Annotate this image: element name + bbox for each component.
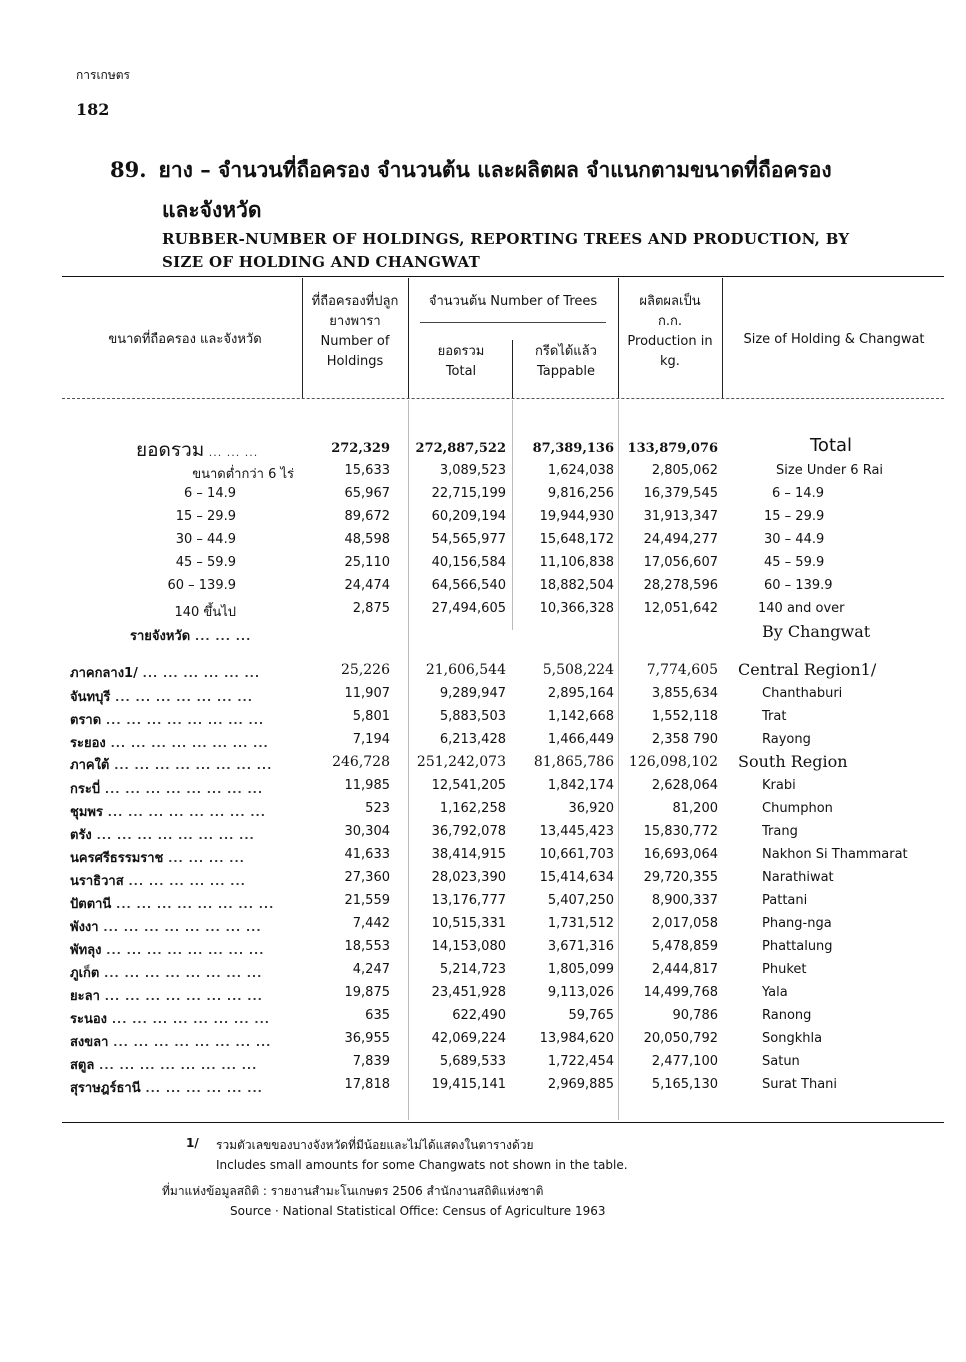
title-english-line2: SIZE OF HOLDING AND CHANGWAT [162,253,481,271]
footnote-mark: 1/ [186,1136,199,1150]
cell-production: 5,165,130 [651,1077,718,1092]
header-production-en-a: Production in [627,334,713,349]
cell-total: 251,242,073 [416,754,506,770]
row-label: ยอดรวม ... ... ... [136,439,259,461]
row-label: 15 – 29.9 [175,509,236,524]
cell-tappable: 10,366,328 [539,601,614,616]
cell-production: 28,278,596 [643,578,718,593]
row-label: นครศรีธรรมราช ... ... ... ... [70,851,245,866]
table-row [62,532,944,555]
row-label: กระบี่ ... ... ... ... ... ... ... ... [70,782,264,797]
cell-tappable: 1,624,038 [547,463,614,478]
row-label-en: Chumphon [762,801,833,816]
cell-production: 81,200 [672,801,718,816]
cell-production: 2,628,064 [651,778,718,793]
cell-total: 64,566,540 [431,578,506,593]
row-label: ระนอง ... ... ... ... ... ... ... ... [70,1012,270,1027]
row-label-en: Ranong [762,1008,812,1023]
header-production-th-b: ก.ก. [657,314,682,329]
cell-holdings: 7,839 [352,1054,390,1069]
title-thai-line1 [110,148,930,192]
cell-tappable: 1,731,512 [547,916,614,931]
source-english: Source · National Statistical Office: Census of Agriculture 1963 [230,1204,606,1218]
cell-tappable: 19,944,930 [539,509,614,524]
header-production-en-b: kg. [660,354,680,369]
cell-total: 272,887,522 [415,441,506,456]
row-label: 6 – 14.9 [184,486,236,501]
title-thai-line2: และจังหวัด [162,197,262,222]
row-label: นราธิวาส ... ... ... ... ... ... [70,874,246,889]
cell-holdings: 272,329 [331,441,390,456]
table-row [62,824,944,847]
cell-total: 22,715,199 [431,486,506,501]
table-row [62,709,944,732]
cell-tappable: 1,842,174 [547,778,614,793]
cell-production: 7,774,605 [646,662,718,678]
cell-holdings: 24,474 [344,578,390,593]
cell-holdings: 2,875 [352,601,390,616]
table-row [62,1077,944,1100]
row-label: 30 – 44.9 [175,532,236,547]
header-holdings-th-b: ยางพารา [329,314,381,329]
cell-tappable: 5,508,224 [542,662,614,678]
table-row [62,916,944,939]
header-size-changwat-th: ขนาดที่ถือครอง และจังหวัด [108,332,262,347]
cell-holdings: 11,907 [344,686,390,701]
cell-holdings: 25,110 [344,555,390,570]
cell-tappable: 11,106,838 [539,555,614,570]
row-label-en: 140 and over [758,601,845,616]
footnote-english: Includes small amounts for some Changwats not shown in the table. [216,1158,628,1172]
cell-tappable: 13,984,620 [539,1031,614,1046]
cell-production: 2,444,817 [651,962,718,977]
header-holdings-th-a: ที่ถือครองที่ปลูก [311,294,399,309]
cell-tappable: 1,722,454 [547,1054,614,1069]
col-divider-5 [722,278,723,398]
row-label: ภาคใต้ ... ... ... ... ... ... ... ... [70,758,273,773]
cell-holdings: 30,304 [344,824,390,839]
cell-tappable: 9,113,026 [547,985,614,1000]
row-label-en: 30 – 44.9 [764,532,825,547]
page-number: 182 [76,100,110,119]
table-row [62,601,944,624]
table-row [62,662,944,685]
cell-production: 90,786 [672,1008,718,1023]
cell-production: 20,050,792 [643,1031,718,1046]
cell-production: 16,379,545 [643,486,718,501]
table-row [62,1031,944,1054]
row-label: ระยอง ... ... ... ... ... ... ... ... [70,736,269,751]
cell-holdings: 18,553 [344,939,390,954]
col-divider-3 [512,340,513,398]
row-label-en: Trat [762,709,787,724]
row-label: ตราด ... ... ... ... ... ... ... ... [70,713,265,728]
cell-production: 29,720,355 [643,870,718,885]
header-production-th-a: ผลิตผลเป็น [639,294,701,309]
row-label-en: Nakhon Si Thammarat [762,847,908,862]
cell-tappable: 1,466,449 [547,732,614,747]
cell-production: 126,098,102 [628,754,718,770]
cell-total: 36,792,078 [431,824,506,839]
col-divider-2 [408,278,409,398]
cell-holdings: 4,247 [352,962,390,977]
cell-production: 1,552,118 [651,709,718,724]
row-label-en: Songkhla [762,1031,823,1046]
cell-tappable: 15,414,634 [539,870,614,885]
col-divider-1 [302,278,303,398]
table-row [62,486,944,509]
cell-production: 2,477,100 [651,1054,718,1069]
table-row [62,463,944,486]
cell-production: 14,499,768 [643,985,718,1000]
table-row [62,686,944,709]
cell-total: 9,289,947 [439,686,506,701]
source-thai: ที่มาแห่งข้อมูลสถิติ : รายงานสำมะโนเกษตร 2506 สำนักงานสถิติแห่งชาติ [162,1184,544,1198]
table-bottom-rule [62,1122,944,1123]
row-label: 140 ขึ้นไป [174,605,236,620]
table-row [62,939,944,962]
header-holdings [304,292,406,372]
cell-production: 15,830,772 [643,824,718,839]
table-row [62,754,944,777]
footnote-thai: รวมตัวเลขของบางจังหวัดที่มีน้อยและไม่ได้แสดงในตารางด้วย [216,1138,534,1152]
cell-tappable: 5,407,250 [547,893,614,908]
table-row [62,578,944,601]
header-holdings-en-b: Holdings [326,354,384,369]
row-label-en: By Changwat [762,622,871,641]
cell-holdings: 19,875 [344,985,390,1000]
cell-production: 24,494,277 [643,532,718,547]
cell-total: 10,515,331 [431,916,506,931]
row-label: สตูล ... ... ... ... ... ... ... ... [70,1058,258,1073]
header-trees-subrule [420,322,606,323]
row-label-en: South Region [738,752,848,771]
col-divider-4 [618,278,619,398]
cell-total: 42,069,224 [431,1031,506,1046]
table-top-rule [62,276,944,277]
row-label-en: Central Region1/ [738,660,877,679]
table-title [110,148,930,274]
cell-holdings: 635 [365,1008,390,1023]
row-label-en: Narathiwat [762,870,834,885]
header-holdings-en-a: Number of [320,334,390,349]
header-bottom-rule [62,398,944,399]
header-size-changwat-en: Size of Holding & Changwat [743,332,925,347]
header-total-en: Total [445,364,477,379]
running-header: การเกษตร [76,68,130,82]
row-label: ภูเก็ต ... ... ... ... ... ... ... ... [70,966,263,981]
table-row [62,985,944,1008]
cell-total: 5,214,723 [439,962,506,977]
cell-tappable: 2,895,164 [547,686,614,701]
header-tappable-th: กรีดได้แล้ว [535,344,597,359]
row-label: สุราษฎร์ธานี ... ... ... ... ... ... [70,1081,263,1096]
cell-total: 13,176,777 [431,893,506,908]
cell-tappable: 18,882,504 [539,578,614,593]
table-row [62,435,944,464]
cell-production: 17,056,607 [643,555,718,570]
cell-tappable: 10,661,703 [539,847,614,862]
cell-production: 133,879,076 [627,441,718,456]
cell-production: 2,017,058 [651,916,718,931]
cell-total: 54,565,977 [431,532,506,547]
row-label: ภาคกลาง1/ ... ... ... ... ... ... [70,666,261,681]
table-row [62,870,944,893]
table-number: 89. [110,157,147,182]
cell-total: 21,606,544 [425,662,506,678]
cell-holdings: 41,633 [344,847,390,862]
row-label-en: Phuket [762,962,807,977]
cell-holdings: 246,728 [332,754,390,770]
cell-holdings: 36,955 [344,1031,390,1046]
cell-holdings: 11,985 [344,778,390,793]
row-label: พังงา ... ... ... ... ... ... ... ... [70,920,262,935]
cell-holdings: 48,598 [344,532,390,547]
cell-total: 3,089,523 [439,463,506,478]
row-label: ขนาดต่ำกว่า 6 ไร่ [192,467,294,482]
cell-total: 40,156,584 [431,555,506,570]
row-label-en: Phang-nga [762,916,832,931]
title-english-line1: RUBBER-NUMBER OF HOLDINGS, REPORTING TREES AND PRODUCTION, BY [162,230,850,248]
cell-tappable: 81,865,786 [533,754,614,770]
row-label: ตรัง ... ... ... ... ... ... ... ... [70,828,255,843]
row-label: 45 – 59.9 [175,555,236,570]
cell-holdings: 25,226 [341,662,390,678]
cell-holdings: 27,360 [344,870,390,885]
cell-tappable: 15,648,172 [539,532,614,547]
cell-total: 27,494,605 [431,601,506,616]
cell-production: 3,855,634 [651,686,718,701]
cell-holdings: 523 [365,801,390,816]
cell-tappable: 1,805,099 [547,962,614,977]
table-row [62,509,944,532]
cell-production: 2,358 790 [651,732,718,747]
cell-tappable: 3,671,316 [547,939,614,954]
row-label: 60 – 139.9 [167,578,236,593]
row-label-en: Trang [762,824,798,839]
cell-holdings: 89,672 [344,509,390,524]
cell-holdings: 65,967 [344,486,390,501]
table-row [62,778,944,801]
cell-holdings: 7,194 [352,732,390,747]
row-label-en: 6 – 14.9 [772,486,824,501]
row-label: สงขลา ... ... ... ... ... ... ... ... [70,1035,272,1050]
cell-holdings: 17,818 [344,1077,390,1092]
row-label-en: Total [810,435,853,456]
cell-total: 38,414,915 [431,847,506,862]
row-label-en: Surat Thani [762,1077,838,1092]
row-label-en: Yala [762,985,788,1000]
table-row [62,893,944,916]
table-row [62,622,944,648]
row-label-en: 60 – 139.9 [764,578,833,593]
cell-total: 12,541,205 [431,778,506,793]
row-label-en: Krabi [762,778,796,793]
row-label: ปัตตานี ... ... ... ... ... ... ... ... [70,897,275,912]
header-production [620,292,720,372]
cell-total: 23,451,928 [431,985,506,1000]
row-label: ยะลา ... ... ... ... ... ... ... ... [70,989,263,1004]
cell-tappable: 2,969,885 [547,1077,614,1092]
row-label: ชุมพร ... ... ... ... ... ... ... ... [70,805,266,820]
table-row [62,962,944,985]
title-thai-text: ยาง – จำนวนที่ถือครอง จำนวนต้น และผลิตผล จำแนกตามขนาดที่ถือครอง [158,157,832,182]
cell-total: 5,689,533 [439,1054,506,1069]
cell-production: 8,900,337 [651,893,718,908]
cell-total: 5,883,503 [439,709,506,724]
cell-production: 31,913,347 [643,509,718,524]
table-row [62,801,944,824]
table-row [62,555,944,578]
row-label: รายจังหวัด ... ... ... [130,629,252,644]
cell-total: 60,209,194 [431,509,506,524]
cell-tappable: 36,920 [568,801,614,816]
row-label-en: Rayong [762,732,811,747]
header-tappable-en: Tappable [536,364,596,379]
row-label-en: Pattani [762,893,808,908]
cell-production: 2,805,062 [651,463,718,478]
cell-production: 5,478,859 [651,939,718,954]
header-trees-group: จำนวนต้น Number of Trees [428,294,598,309]
header-tappable [514,342,618,382]
cell-total: 19,415,141 [431,1077,506,1092]
cell-tappable: 87,389,136 [532,441,614,456]
row-label-en: Phattalung [762,939,833,954]
cell-tappable: 13,445,423 [539,824,614,839]
cell-total: 28,023,390 [431,870,506,885]
cell-total: 622,490 [452,1008,506,1023]
cell-holdings: 7,442 [352,916,390,931]
cell-total: 1,162,258 [439,801,506,816]
header-total [410,342,512,382]
table-row [62,1054,944,1077]
table-row [62,847,944,870]
cell-production: 16,693,064 [643,847,718,862]
row-label-en: 15 – 29.9 [764,509,825,524]
row-label-en: Size Under 6 Rai [776,463,884,478]
table-row [62,1008,944,1031]
cell-holdings: 21,559 [344,893,390,908]
row-label-en: Chanthaburi [762,686,843,701]
cell-total: 14,153,080 [431,939,506,954]
cell-holdings: 5,801 [352,709,390,724]
cell-tappable: 1,142,668 [547,709,614,724]
cell-total: 6,213,428 [439,732,506,747]
cell-tappable: 59,765 [568,1008,614,1023]
header-total-th: ยอดรวม [437,344,485,359]
row-label: จันทบุรี ... ... ... ... ... ... ... [70,690,253,705]
cell-tappable: 9,816,256 [547,486,614,501]
row-label-en: 45 – 59.9 [764,555,825,570]
row-label-en: Satun [762,1054,800,1069]
row-label: พัทลุง ... ... ... ... ... ... ... ... [70,943,265,958]
cell-production: 12,051,642 [643,601,718,616]
cell-holdings: 15,633 [344,463,390,478]
